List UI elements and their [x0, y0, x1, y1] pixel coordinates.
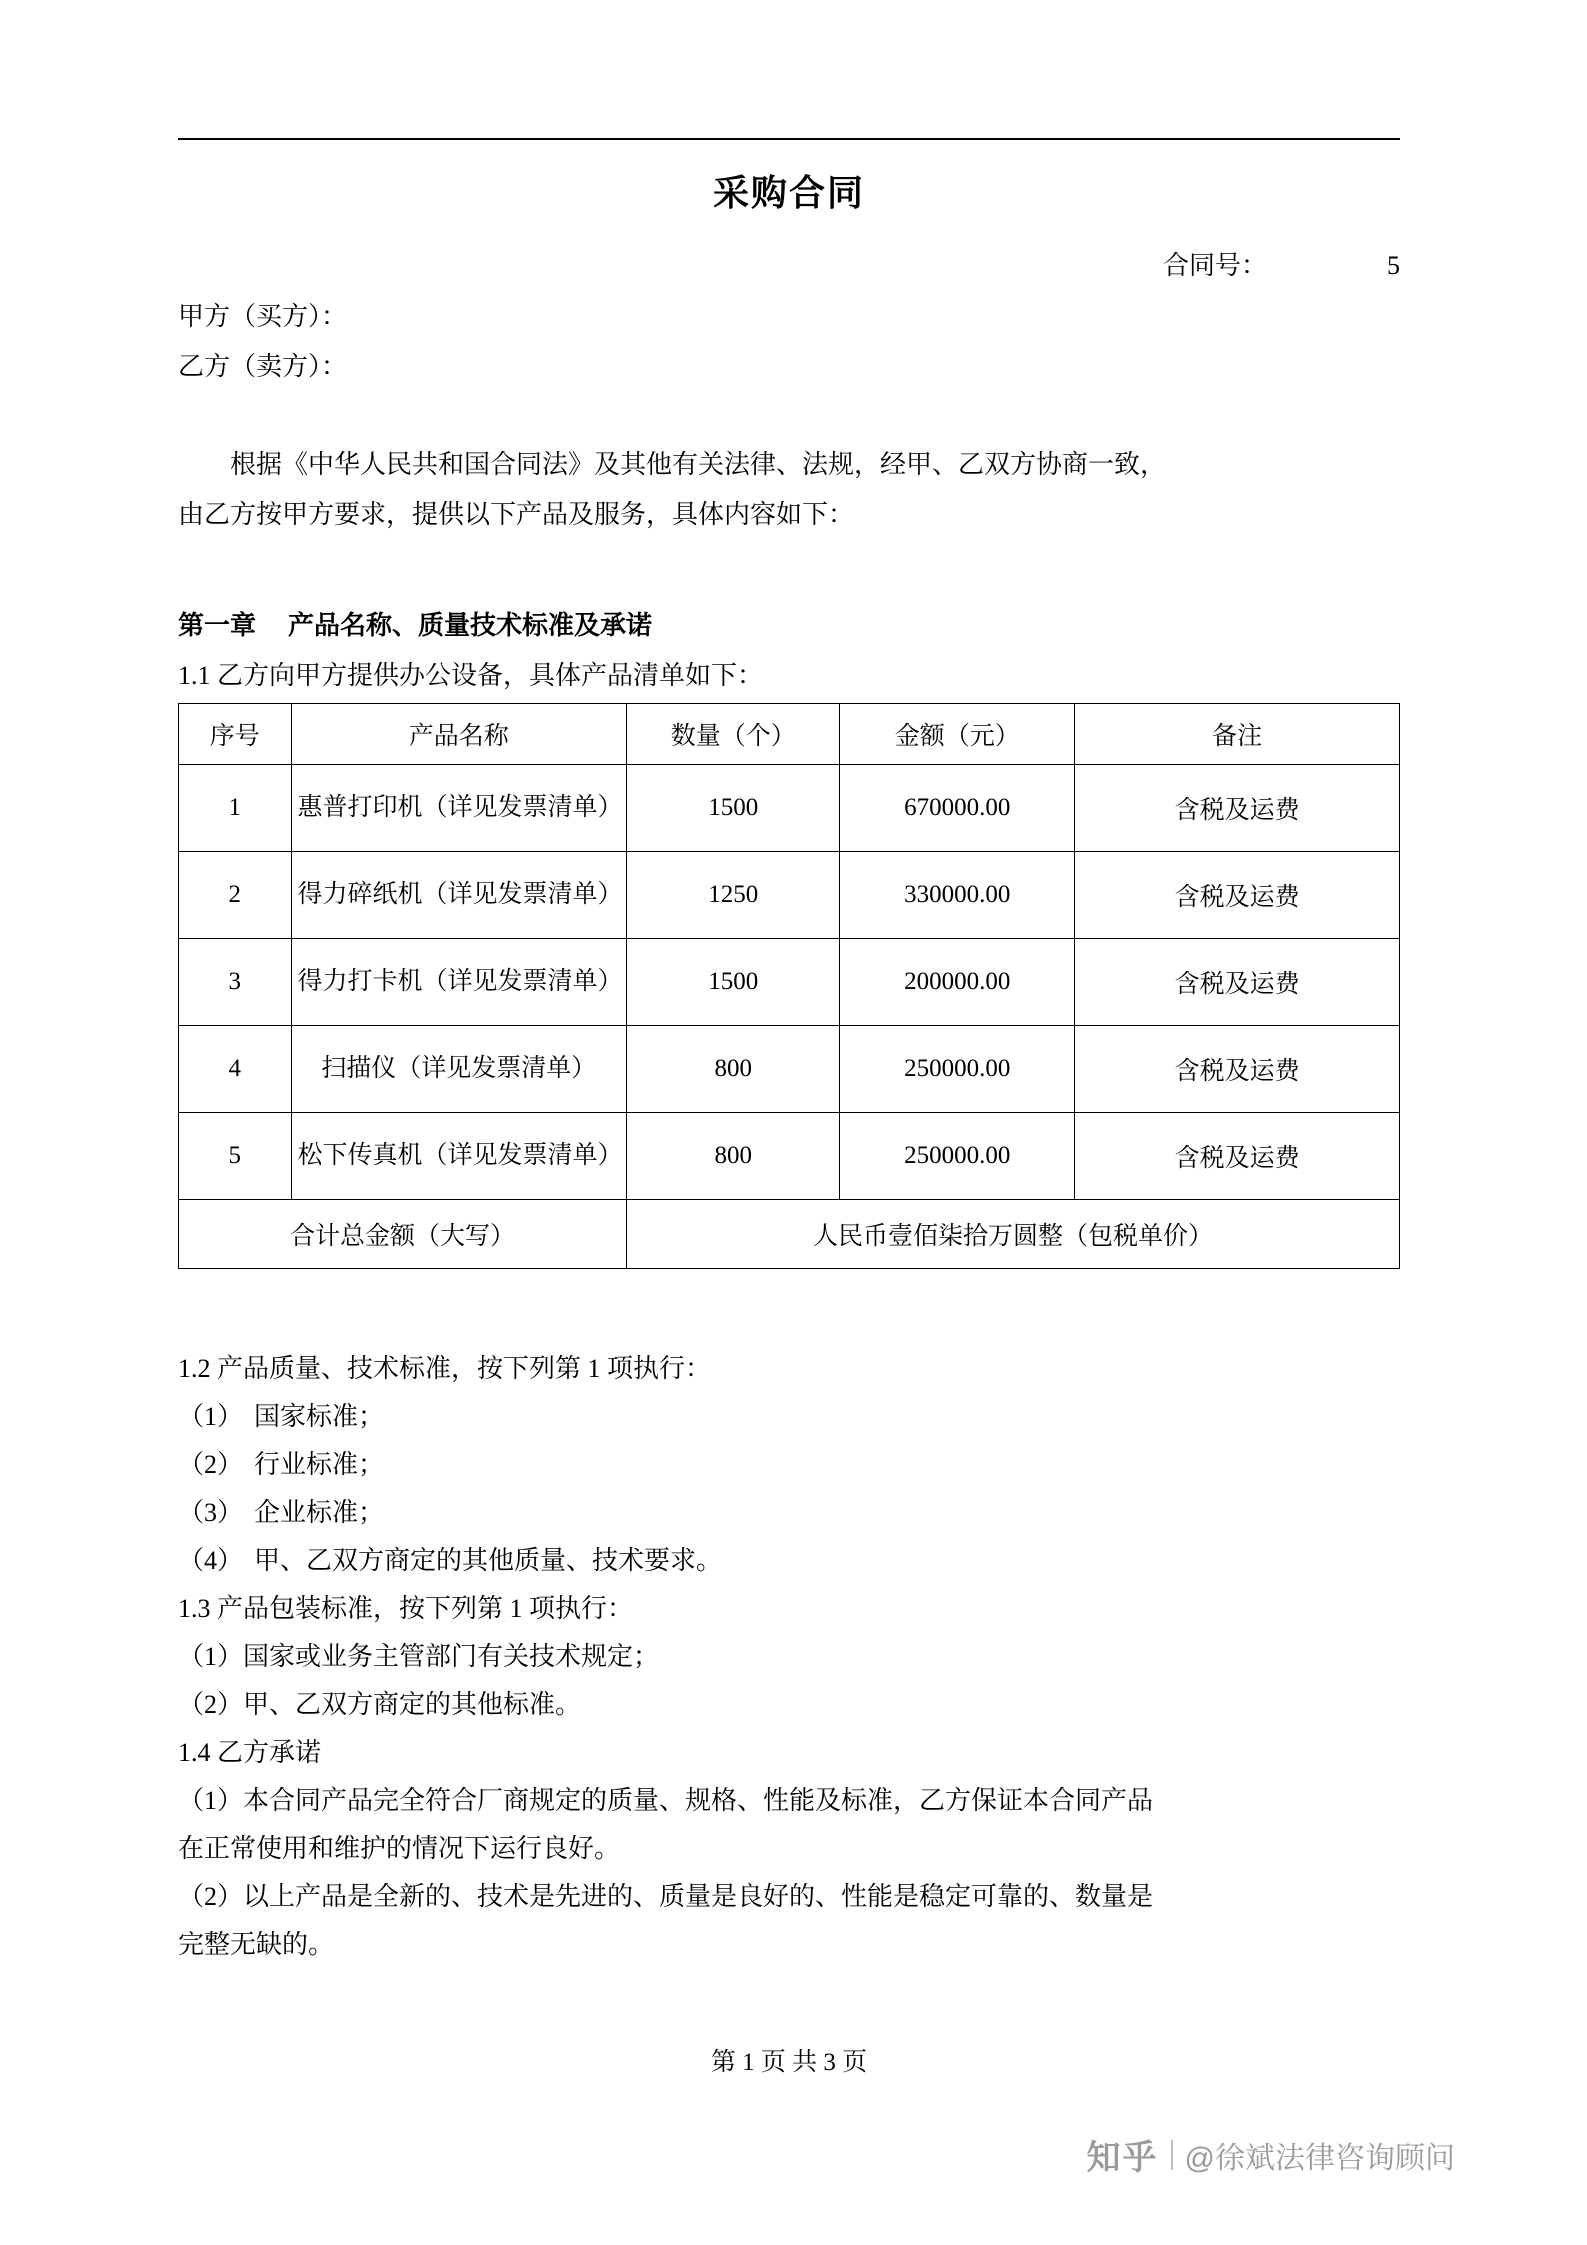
promise-1-line-1: （1）本合同产品完全符合厂商规定的质量、规格、性能及标准，乙方保证本合同产品: [178, 1786, 1154, 1815]
product-table: [178, 703, 1400, 1269]
preamble-line-2: 由乙方按甲方要求，提供以下产品及服务，具体内容如下：: [178, 500, 855, 529]
standard-item: [178, 1393, 1400, 1441]
table-row: [179, 765, 1400, 852]
cell-no: 4: [179, 1026, 292, 1113]
standard-item-number: （2）: [178, 1450, 244, 1479]
cell-qty: 1500: [627, 939, 840, 1026]
cell-name: 松下传真机（详见发票清单）: [291, 1113, 627, 1200]
standard-item-text: 国家标准；: [254, 1402, 385, 1431]
standard-item-number: （1）: [178, 1402, 244, 1431]
standard-item-number: （3）: [178, 1498, 244, 1527]
table-header-row: [179, 704, 1400, 765]
cell-qty: 1250: [627, 852, 840, 939]
cell-amount: 250000.00: [840, 1113, 1075, 1200]
contract-number-value: 5: [1387, 251, 1400, 280]
table-row: [179, 1113, 1400, 1200]
cell-note: 含税及运费: [1075, 1026, 1400, 1113]
contract-number-label: 合同号：: [1162, 251, 1267, 280]
cell-note: 含税及运费: [1075, 1113, 1400, 1200]
section-1-title: 产品名称、质量技术标准及承诺: [288, 611, 653, 640]
standard-item: [178, 1441, 1400, 1489]
clause-1-3: 1.3 产品包装标准，按下列第 1 项执行：: [178, 1594, 634, 1623]
cell-note: 含税及运费: [1075, 765, 1400, 852]
standard-item: [178, 1489, 1400, 1537]
page-footer: 第 1 页 共 3 页: [710, 2049, 868, 2076]
standard-item-text: 行业标准；: [254, 1450, 385, 1479]
cell-no: 3: [179, 939, 292, 1026]
section-1-heading: [178, 605, 1400, 642]
preamble-line-1: 根据《中华人民共和国合同法》及其他有关法律、法规，经甲、乙双方协商一致，: [230, 450, 1167, 479]
contract-number: [178, 245, 1400, 282]
header-rule: [178, 138, 1400, 140]
header-cell-note: 备注: [1075, 704, 1400, 765]
watermark-author: @徐斌法律咨询顾问: [1184, 2141, 1455, 2175]
watermark: [1087, 2130, 1455, 2179]
cell-amount: 200000.00: [840, 939, 1075, 1026]
cell-qty: 800: [627, 1026, 840, 1113]
preamble-block: [178, 440, 1400, 540]
zhihu-logo: 知乎: [1086, 2139, 1159, 2177]
clauses-block: [178, 1345, 1400, 1969]
clause-1-2: 1.2 产品质量、技术标准，按下列第 1 项执行：: [178, 1354, 712, 1383]
standard-item: [178, 1537, 1400, 1585]
standard-item-number: （4）: [178, 1546, 244, 1575]
cell-amount: 670000.00: [840, 765, 1075, 852]
party-a-line: 甲方（买方）：: [178, 302, 348, 331]
cell-no: 2: [179, 852, 292, 939]
cell-note: 含税及运费: [1075, 852, 1400, 939]
standard-item-text: 企业标准；: [254, 1498, 385, 1527]
total-label: 合计总金额（大写）: [179, 1200, 627, 1269]
promise-2-line-1: （2）以上产品是全新的、技术是先进的、质量是良好的、性能是稳定可靠的、数量是: [178, 1882, 1154, 1911]
cell-name: 得力打卡机（详见发票清单）: [291, 939, 627, 1026]
parties-block: [178, 292, 1400, 392]
section-1-number: 第一章: [178, 611, 257, 640]
cell-no: 1: [179, 765, 292, 852]
cell-amount: 250000.00: [840, 1026, 1075, 1113]
packaging-item: （2）甲、乙双方商定的其他标准。: [178, 1690, 582, 1719]
promise-2-line-2: 完整无缺的。: [178, 1930, 335, 1959]
table-row: [179, 852, 1400, 939]
cell-qty: 800: [627, 1113, 840, 1200]
page-title: 采购合同: [712, 173, 865, 213]
standard-item-text: 甲、乙双方商定的其他质量、技术要求。: [254, 1546, 723, 1575]
table-row: [179, 939, 1400, 1026]
packaging-item: （1）国家或业务主管部门有关技术规定；: [178, 1642, 660, 1671]
cell-name: 扫描仪（详见发票清单）: [291, 1026, 627, 1113]
clause-1-4: 1.4 乙方承诺: [178, 1738, 322, 1767]
clause-1-1: 1.1 乙方向甲方提供办公设备，具体产品清单如下：: [178, 661, 764, 690]
party-b-line: 乙方（卖方）：: [178, 352, 348, 381]
header-cell-qty: 数量（个）: [627, 704, 840, 765]
watermark-divider: [1171, 2140, 1173, 2170]
header-cell-no: 序号: [179, 704, 292, 765]
total-value: 人民币壹佰柒拾万圆整（包税单价）: [627, 1200, 1400, 1269]
header-cell-amount: 金额（元）: [840, 704, 1075, 765]
header-cell-name: 产品名称: [291, 704, 627, 765]
cell-amount: 330000.00: [840, 852, 1075, 939]
cell-name: 惠普打印机（详见发票清单）: [291, 765, 627, 852]
cell-name: 得力碎纸机（详见发票清单）: [291, 852, 627, 939]
cell-qty: 1500: [627, 765, 840, 852]
cell-note: 含税及运费: [1075, 939, 1400, 1026]
table-row: [179, 1026, 1400, 1113]
table-total-row: [179, 1200, 1400, 1269]
promise-1-line-2: 在正常使用和维护的情况下运行良好。: [178, 1834, 621, 1863]
cell-no: 5: [179, 1113, 292, 1200]
